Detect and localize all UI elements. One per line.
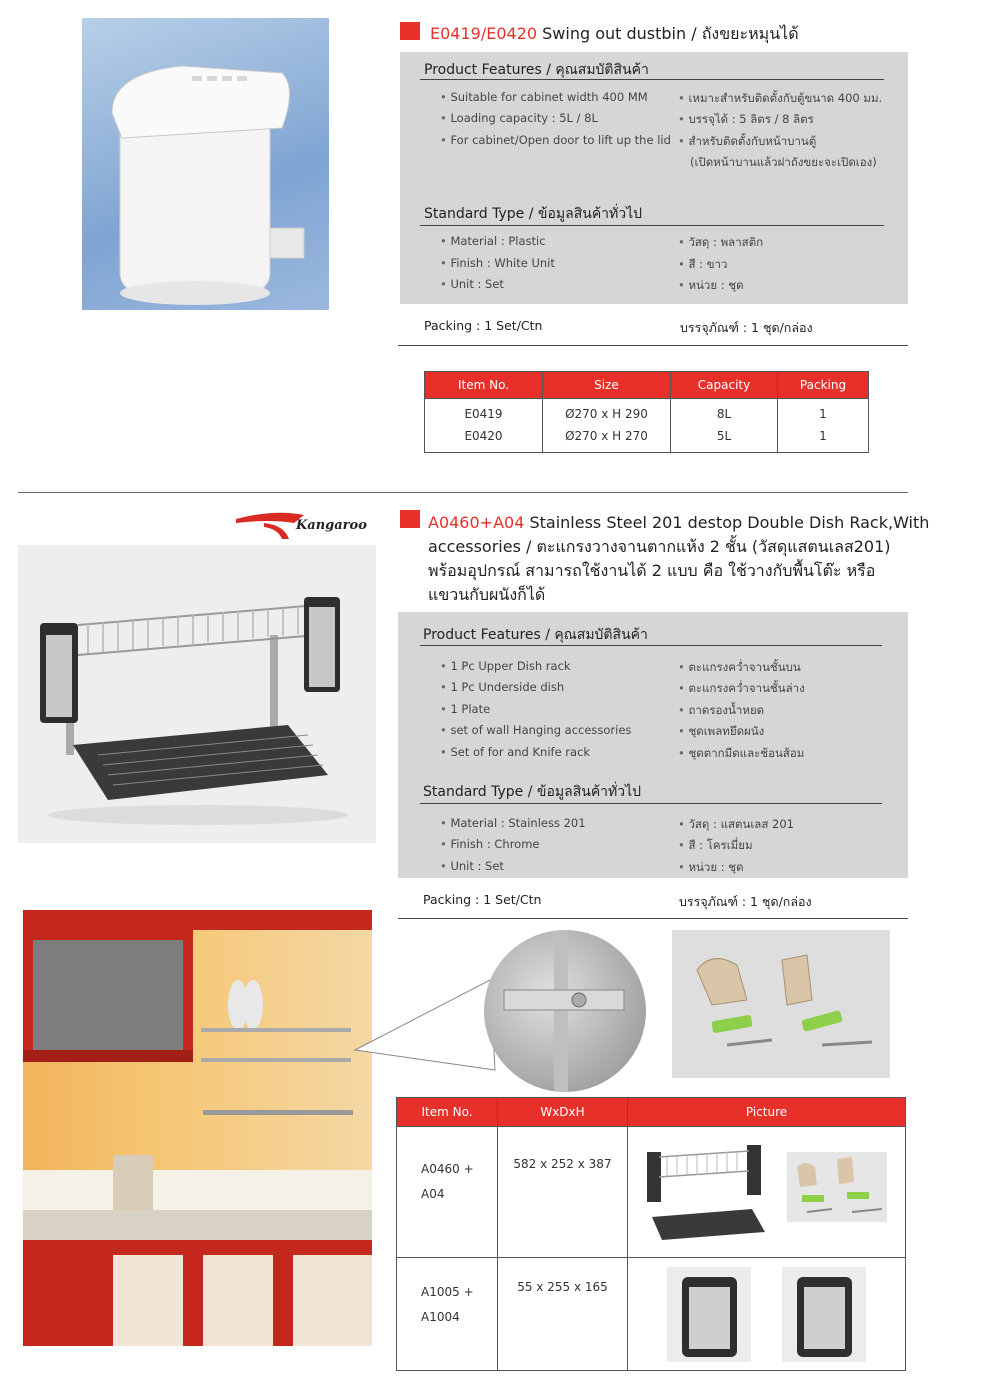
product-code: E0419/E0420: [430, 24, 538, 43]
kitchen-photo: [23, 910, 372, 1346]
feature-item-th: • ตะแกรงคว่ำจานชั้นล่าง: [678, 680, 805, 698]
dustbin-photo: [82, 18, 329, 310]
hanging-accessories-photo: [672, 930, 890, 1078]
packing-en: Packing : 1 Set/Ctn: [423, 892, 542, 907]
standard-heading: Standard Type / ข้อมูลสินค้าทั่วไป: [424, 206, 643, 222]
col-header: Packing: [778, 372, 869, 399]
feature-item-th: • ชุดเพลทยึดผนัง: [678, 723, 764, 741]
feature-item-th-cont: (เปิดหน้าบานแล้วฝาถังขยะจะเปิดเอง): [690, 155, 877, 169]
table-row: E0420 Ø270 x H 270 5L 1: [425, 425, 869, 453]
feature-item-th: • ถาดรองน้ำหยด: [678, 702, 764, 720]
feature-item: • For cabinet/Open door to lift up the lid: [440, 133, 671, 147]
detail-zoom-photo: [484, 930, 646, 1092]
product-title: A0460+A04 Stainless Steel 201 destop Double Dish Rack,With accessories / ตะแกรงวางจานตากแห้ง 2 ชั้น (วัสดุแสตนเลส201) พร้อมอุปกรณ์ สามารถใช้งานได้ 2 แบบ คือ ใช้วางกับพื้นโต๊ะ หรือ แขวนกับผนังก็ได้: [428, 513, 930, 604]
col-header: Picture: [628, 1098, 906, 1127]
standard-item: • Material : Plastic: [440, 234, 546, 248]
feature-item: • 1 Pc Upper Dish rack: [440, 659, 571, 673]
standard-item: • Unit : Set: [440, 859, 504, 873]
standard-item-th: • หน่วย : ชุด: [678, 277, 744, 295]
feature-item: • 1 Plate: [440, 702, 490, 716]
col-header: Size: [543, 372, 671, 399]
product-code: A0460+A04: [428, 513, 525, 532]
feature-item: • set of wall Hanging accessories: [440, 723, 631, 737]
packing-th: บรรจุภัณฑ์ : 1 ชุด/กล่อง: [679, 894, 812, 909]
kangaroo-logo: [234, 505, 376, 541]
divider: [420, 225, 884, 226]
section-divider: [18, 492, 908, 493]
feature-item: • Loading capacity : 5L / 8L: [440, 111, 598, 125]
divider: [398, 918, 908, 919]
table-row: A1005 + A1004 55 x 255 x 165: [397, 1258, 906, 1371]
packing-en: Packing : 1 Set/Ctn: [424, 318, 543, 333]
table-row: E0419 Ø270 x H 290 8L 1: [425, 399, 869, 425]
standard-heading: Standard Type / ข้อมูลสินค้าทั่วไป: [423, 784, 642, 800]
feature-item: • Suitable for cabinet width 400 MM: [440, 90, 648, 104]
packing-th: บรรจุภัณฑ์ : 1 ชุด/กล่อง: [680, 320, 813, 335]
standard-item: • Unit : Set: [440, 277, 504, 291]
title-marker: [400, 22, 420, 40]
features-heading: Product Features / คุณสมบัติสินค้า: [423, 627, 648, 643]
feature-item-th: • เหมาะสำหรับติดตั้งกับตู้ขนาด 400 มม.: [678, 90, 882, 108]
standard-item: • Finish : Chrome: [440, 837, 539, 851]
divider: [420, 803, 882, 804]
size-table: [396, 1097, 906, 1371]
divider: [398, 345, 908, 346]
standard-item-th: • วัสดุ : แสตนเลส 201: [678, 816, 794, 834]
feature-item: • Set of for and Knife rack: [440, 745, 590, 759]
feature-item-th: • สำหรับติดตั้งกับหน้าบานตู้: [678, 133, 816, 151]
standard-item-th: • สี : ขาว: [678, 256, 727, 274]
standard-item: • Finish : White Unit: [440, 256, 555, 270]
product-title: E0419/E0420 Swing out dustbin / ถังขยะหมุนได้: [430, 24, 799, 43]
standard-item-th: • สี : โครเมี่ยม: [678, 837, 753, 855]
feature-item-th: • ชุดตากมีดและช้อนส้อม: [678, 745, 804, 763]
dish-rack-photo: [18, 545, 376, 843]
divider: [420, 645, 882, 646]
zoom-callout: [350, 975, 500, 1075]
rack-thumbnail: [637, 1137, 897, 1247]
col-header: Item No.: [397, 1098, 498, 1127]
feature-item: • 1 Pc Underside dish: [440, 680, 564, 694]
divider: [420, 79, 884, 80]
table-row: A0460 + A04 582 x 252 x 387: [397, 1127, 906, 1258]
standard-item: • Material : Stainless 201: [440, 816, 586, 830]
svg-text:Kangaroo: Kangaroo: [296, 518, 367, 533]
feature-item-th: • ตะแกรงคว่ำจานชั้นบน: [678, 659, 801, 677]
col-header: Capacity: [671, 372, 778, 399]
standard-item-th: • วัสดุ : พลาสติก: [678, 234, 763, 252]
feature-item-th: • บรรจุได้ : 5 ลิตร / 8 ลิตร: [678, 111, 814, 129]
col-header: Item No.: [425, 372, 543, 399]
knife-rack-thumbnail: [657, 1267, 877, 1362]
standard-item-th: • หน่วย : ชุด: [678, 859, 744, 877]
size-table: [424, 371, 869, 453]
features-heading: Product Features / คุณสมบัติสินค้า: [424, 62, 649, 78]
col-header: WxDxH: [498, 1098, 628, 1127]
title-marker: [400, 510, 420, 528]
